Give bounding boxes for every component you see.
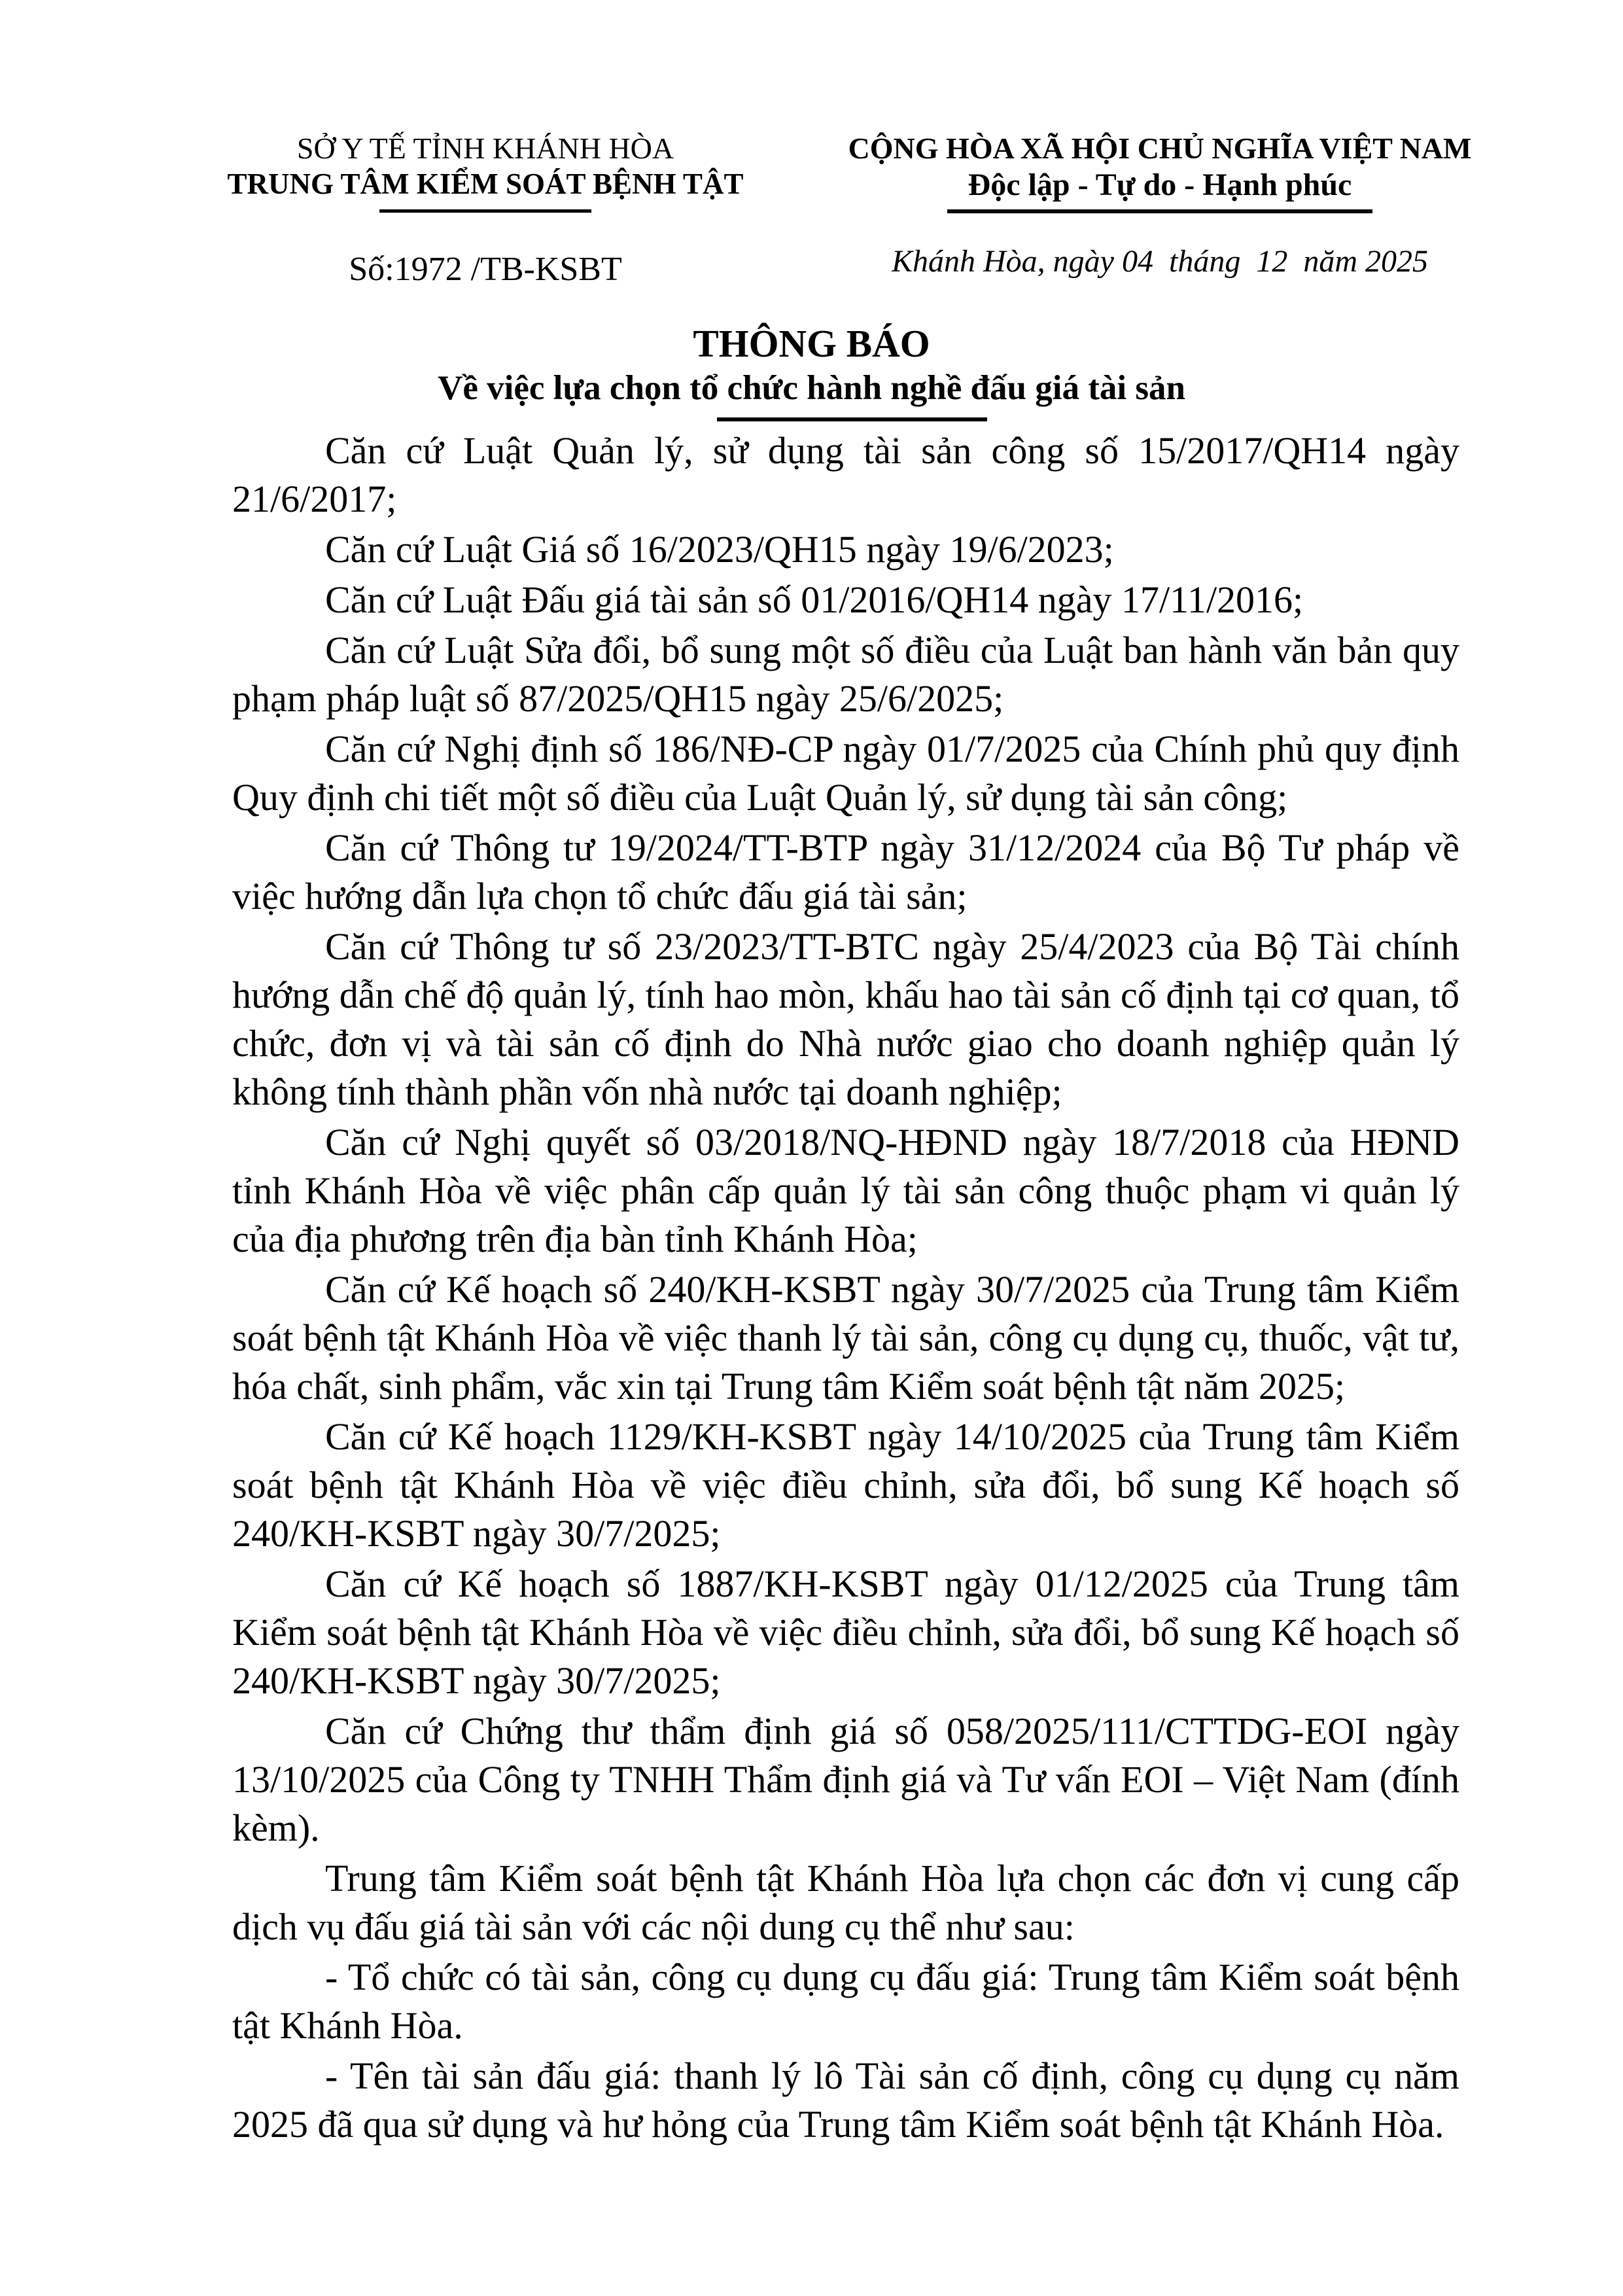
- body-paragraph: Căn cứ Luật Giá số 16/2023/QH15 ngày 19/6/2023;: [325, 528, 1114, 571]
- body-paragraph: - Tổ chức có tài sản, công cụ dụng cụ đấu giá: Trung tâm Kiểm soát bệnh tật Khánh Hòa.: [232, 1956, 1459, 2047]
- body-paragraph: Căn cứ Nghị quyết số 03/2018/NQ-HĐND ngày 18/7/2018 của HĐND tỉnh Khánh Hòa về việc phân cấp quản lý tài sản công thuộc phạm vi quản lý của địa phương trên địa bàn tỉnh Khánh Hòa;: [232, 1121, 1459, 1260]
- document-body: [232, 427, 1459, 2151]
- body-paragraph: Căn cứ Thông tư số 23/2023/TT-BTC ngày 25/4/2023 của Bộ Tài chính hướng dẫn chế độ quản lý, tính hao mòn, khấu hao tài sản cố định tại cơ quan, tổ chức, đơn vị và tài sản cố định do Nhà nước giao cho doanh nghiệp quản lý không tính thành phần vốn nhà nước tại doanh nghiệp;: [232, 925, 1459, 1113]
- body-paragraph: Trung tâm Kiểm soát bệnh tật Khánh Hòa lựa chọn các đơn vị cung cấp dịch vụ đấu giá tài sản với các nội dung cụ thể như sau:: [232, 1857, 1459, 1948]
- body-paragraph: - Tên tài sản đấu giá: thanh lý lô Tài sản cố định, công cụ dụng cụ năm 2025 đã qua sử dụng và hư hỏng của Trung tâm Kiểm soát bệnh tật Khánh Hòa.: [232, 2055, 1459, 2146]
- org-name: TRUNG TÂM KIỂM SOÁT BỆNH TẬT: [227, 168, 744, 200]
- body-paragraph: Căn cứ Kế hoạch số 240/KH-KSBT ngày 30/7/2025 của Trung tâm Kiểm soát bệnh tật Khánh Hòa về việc thanh lý tài sản, công cụ dụng cụ, thuốc, vật tư, hóa chất, sinh phẩm, vắc xin tại Trung tâm Kiểm soát bệnh tật năm 2025;: [232, 1268, 1459, 1407]
- body-paragraph: Căn cứ Nghị định số 186/NĐ-CP ngày 01/7/2025 của Chính phủ quy định Quy định chi tiết một số điều của Luật Quản lý, sử dụng tài sản công;: [232, 728, 1459, 819]
- national-title: CỘNG HÒA XÃ HỘI CHỦ NGHĨA VIỆT NAM: [848, 132, 1472, 165]
- body-paragraph: Căn cứ Luật Đấu giá tài sản số 01/2016/QH14 ngày 17/11/2016;: [325, 578, 1304, 621]
- parent-org-name: SỞ Y TẾ TỈNH KHÁNH HÒA: [296, 132, 674, 165]
- subtitle-rule: [717, 417, 987, 421]
- header-left-rule: [379, 209, 591, 213]
- issue-date-line: Khánh Hòa, ngày 04 tháng 12 năm 2025: [892, 244, 1428, 279]
- header-right: [829, 131, 1490, 280]
- body-paragraph: Căn cứ Chứng thư thẩm định giá số 058/2025/111/CTTDG-EOI ngày 13/10/2025 của Công ty TNHH Thẩm định giá và Tư vấn EOI – Việt Nam (đính kèm).: [232, 1710, 1459, 1849]
- document-title: THÔNG BÁO: [693, 322, 930, 365]
- header-left: [224, 131, 747, 289]
- document-subtitle: Về việc lựa chọn tổ chức hành nghề đấu giá tài sản: [438, 369, 1185, 407]
- body-paragraph: Căn cứ Luật Quản lý, sử dụng tài sản công số 15/2017/QH14 ngày 21/6/2017;: [232, 429, 1459, 520]
- header-right-rule: [947, 209, 1372, 213]
- body-paragraph: Căn cứ Kế hoạch 1129/KH-KSBT ngày 14/10/2025 của Trung tâm Kiểm soát bệnh tật Khánh Hòa về việc điều chỉnh, sửa đổi, bổ sung Kế hoạch số 240/KH-KSBT ngày 30/7/2025;: [232, 1415, 1459, 1555]
- body-paragraph: Căn cứ Luật Sửa đổi, bổ sung một số điều của Luật ban hành văn bản quy phạm pháp luật số 87/2025/QH15 ngày 25/6/2025;: [232, 629, 1459, 720]
- national-motto: Độc lập - Tự do - Hạnh phúc: [968, 168, 1352, 202]
- document-number: Số:1972 /TB-KSBT: [349, 251, 622, 288]
- body-paragraph: Căn cứ Kế hoạch số 1887/KH-KSBT ngày 01/12/2025 của Trung tâm Kiểm soát bệnh tật Khánh Hòa về việc điều chỉnh, sửa đổi, bổ sung Kế hoạch số 240/KH-KSBT ngày 30/7/2025;: [232, 1563, 1459, 1702]
- body-paragraph: Căn cứ Thông tư 19/2024/TT-BTP ngày 31/12/2024 của Bộ Tư pháp về việc hướng dẫn lựa chọn tổ chức đấu giá tài sản;: [232, 826, 1459, 917]
- title-block: [0, 322, 1623, 421]
